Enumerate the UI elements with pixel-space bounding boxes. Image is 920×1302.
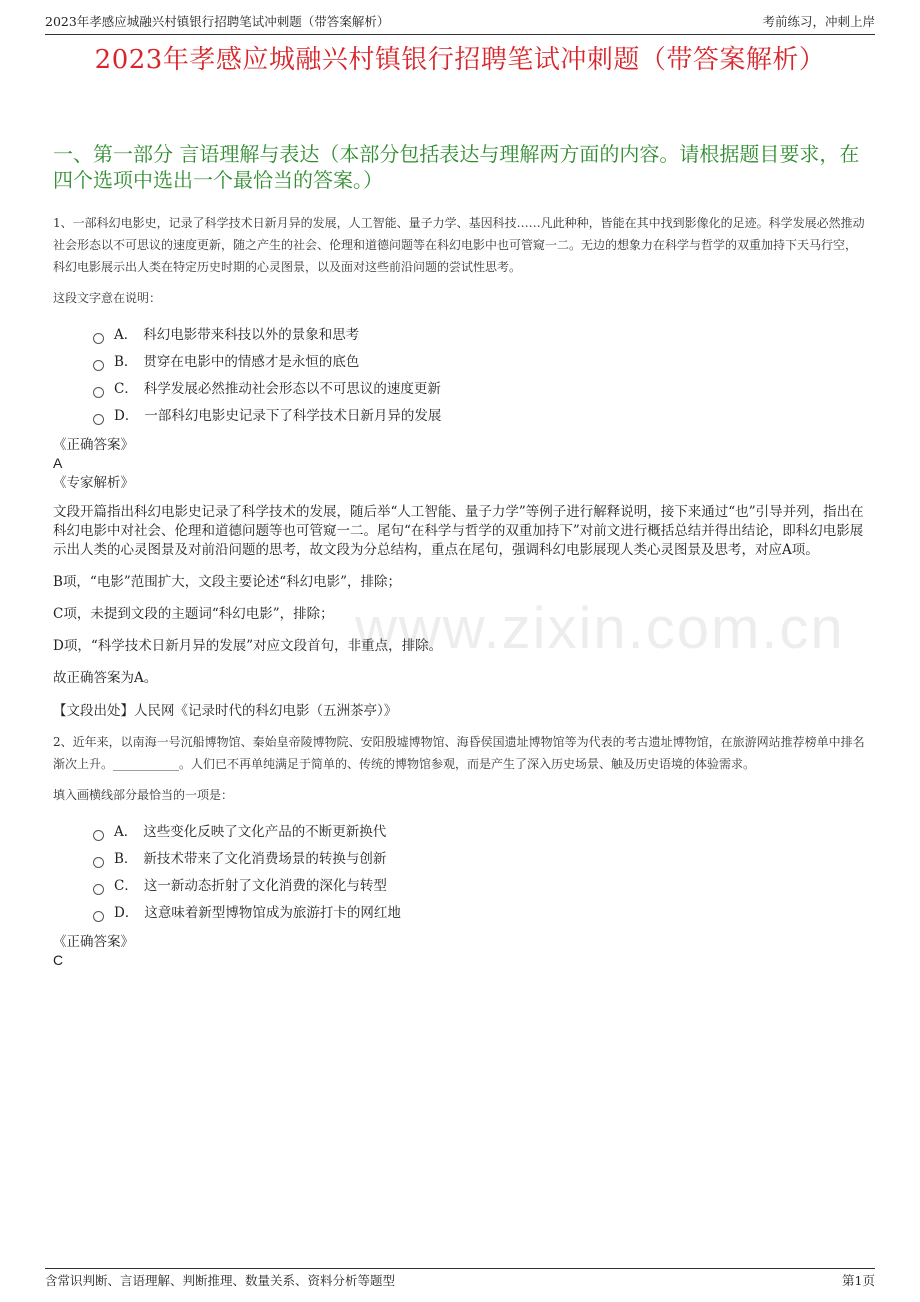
option-d[interactable]	[93, 403, 868, 430]
option-list	[53, 819, 868, 927]
option-list	[53, 322, 868, 430]
main-content	[53, 212, 868, 969]
question-prompt: 填入画横线部分最恰当的一项是：	[53, 788, 234, 802]
option-d[interactable]	[93, 900, 868, 927]
question-text: 2、近年来，以南海一号沉船博物馆、秦始皇帝陵博物院、安阳殷墟博物馆、海昏侯国遗址博物馆等为代表的考古遗址博物馆，在旅游网站推荐榜单中排名渐次上升。___________。人们已不再单纯满足于简单的、传统的博物馆参观，而是产生了深入历史场景、触及历史语境的体验需求。	[53, 735, 865, 771]
option-text: 这意味着新型博物馆成为旅游打卡的网红地	[144, 905, 401, 921]
answer-value: A	[53, 455, 63, 471]
option-text: 科学发展必然推动社会形态以不可思议的速度更新	[143, 381, 441, 397]
option-text: 新技术带来了文化消费场景的转换与创新	[143, 851, 387, 867]
answer-label: 《正确答案》	[53, 437, 134, 453]
page-footer	[45, 1268, 875, 1289]
option-label: D．	[114, 408, 139, 424]
option-label: B．	[114, 354, 138, 370]
conclusion: 故正确答案为A。	[53, 670, 158, 686]
radio-icon[interactable]	[93, 830, 104, 841]
explanation-label: 《专家解析》	[53, 475, 134, 491]
question-2	[53, 731, 868, 969]
option-label: C．	[114, 381, 138, 397]
option-text: 一部科幻电影史记录下了科学技术日新月异的发展	[144, 408, 442, 424]
radio-icon[interactable]	[93, 911, 104, 922]
option-c[interactable]	[93, 873, 868, 900]
question-prompt: 这段文字意在说明：	[53, 291, 162, 305]
option-text: 科幻电影带来科技以外的景象和思考	[143, 327, 360, 343]
page-title: 2023年孝感应城融兴村镇银行招聘笔试冲刺题（带答案解析）	[94, 45, 826, 75]
option-label: C．	[114, 878, 138, 894]
option-a[interactable]	[93, 322, 868, 349]
answer-value: C	[53, 952, 64, 968]
question-1	[53, 212, 868, 721]
question-text: 1、一部科幻电影史，记录了科学技术日新月异的发展，人工智能、量子力学、基因科技……凡此种种，皆能在其中找到影像化的足迹。科学发展必然推动社会形态以不可思议的速度更新，随之产生的社会、伦理和道德问题等在科幻电影中也可管窥一二。无边的想象力在科学与哲学的双重加持下天马行空，科幻电影展示出人类在特定历史时期的心灵图景，以及面对这些前沿问题的尝试性思考。	[53, 216, 865, 274]
option-label: A．	[114, 327, 138, 343]
source-citation: 【文段出处】人民网《记录时代的科幻电影（五洲茶亭）》	[53, 703, 398, 719]
option-a[interactable]	[93, 819, 868, 846]
option-d-note: D项，“科学技术日新月异的发展”对应文段首句，非重点，排除。	[53, 638, 443, 654]
option-text: 贯穿在电影中的情感才是永恒的底色	[143, 354, 360, 370]
answer-label: 《正确答案》	[53, 934, 134, 950]
option-label: B．	[114, 851, 138, 867]
footer-topics: 含常识判断、言语理解、判断推理、数量关系、资料分析等题型	[45, 1273, 396, 1288]
option-label: A．	[114, 824, 138, 840]
option-text: 这些变化反映了文化产品的不断更新换代	[143, 824, 387, 840]
radio-icon[interactable]	[93, 333, 104, 344]
radio-icon[interactable]	[93, 414, 104, 425]
section-heading: 一、第一部分 言语理解与表达（本部分包括表达与理解两方面的内容。请根据题目要求，在四个选项中选出一个最恰当的答案。）	[53, 142, 860, 192]
page-number: 第1页	[842, 1273, 875, 1288]
page-header	[45, 12, 875, 35]
option-c-note: C项，未提到文段的主题词“科幻电影”，排除；	[53, 606, 334, 622]
watermark: www.zixin.com.cn	[355, 596, 845, 661]
option-b[interactable]	[93, 349, 868, 376]
header-doc-title: 2023年孝感应城融兴村镇银行招聘笔试冲刺题（带答案解析）	[45, 14, 390, 29]
radio-icon[interactable]	[93, 857, 104, 868]
option-text: 这一新动态折射了文化消费的深化与转型	[143, 878, 387, 894]
radio-icon[interactable]	[93, 360, 104, 371]
header-slogan: 考前练习，冲刺上岸	[762, 14, 875, 29]
option-c[interactable]	[93, 376, 868, 403]
radio-icon[interactable]	[93, 884, 104, 895]
option-b-note: B项，“电影”范围扩大，文段主要论述“科幻电影”，排除；	[53, 574, 402, 590]
radio-icon[interactable]	[93, 387, 104, 398]
option-label: D．	[114, 905, 139, 921]
explanation-text: 文段开篇指出科幻电影史记录了科学技术的发展，随后举“人工智能、量子力学”等例子进行解释说明，接下来通过“也”引导并列，指出在科幻电影中对社会、伦理和道德问题等也可管窥一二。尾句“在科学与哲学的双重加持下”对前文进行概括总结并得出结论，即科幻电影展示出人类的心灵图景及对前沿问题的思考，故文段为分总结构，重点在尾句，强调科幻电影展现人类心灵图景及思考，对应A项。	[53, 504, 864, 558]
option-b[interactable]	[93, 846, 868, 873]
